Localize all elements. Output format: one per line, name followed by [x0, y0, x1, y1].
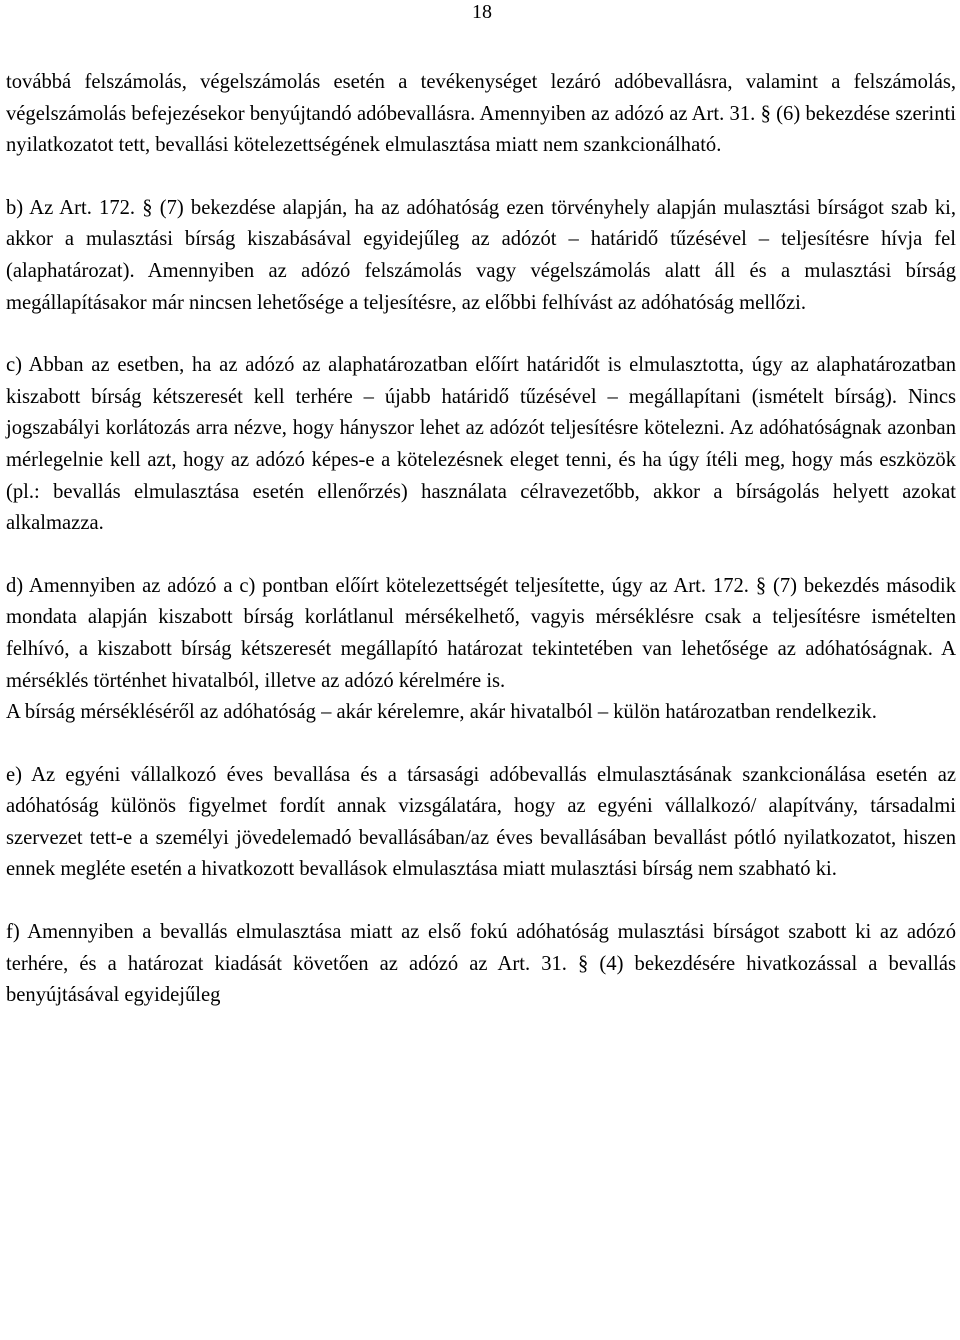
paragraph-d-followup: A bírság mérsékléséről az adóhatóság – akár kérelemre, akár hivatalból – külön határozatban rendelkezik.: [6, 701, 877, 724]
page-body: [6, 67, 956, 1012]
page-number: 18: [472, 1, 492, 23]
paragraph-e: e) Az egyéni vállalkozó éves bevallása és a társasági adóbevallás elmulasztásának szankcionálása esetén az adóhatóság különös figyelmet fordít annak vizsgálatára, hogy az egyéni vállalkozó/ alapítvány, társadalmi szervezet tett-e a személyi jövedelemadó bevallásában/az éves bevallásában bevallást pótló nyilatkozatot, hiszen ennek megléte esetén a hivatkozott bevallások elmulasztása miatt mulasztási bírság nem szabható ki.: [6, 763, 956, 881]
paragraph-f: f) Amennyiben a bevallás elmulasztása miatt az első fokú adóhatóság mulasztási bírságot szabott ki az adózó terhére, és a határozat kiadását követően az adózó az Art. 31. § (4) bekezdésére hivatkozással a bevallás benyújtásával egyidejűleg: [6, 921, 956, 1007]
paragraph-b: b) Az Art. 172. § (7) bekezdése alapján, ha az adóhatóság ezen törvényhely alapján mulasztási bírságot szab ki, akkor a mulasztási bírság kiszabásával egyidejűleg az adózót – határidő tűzésével – teljesítésre hívja fel (alaphatározat). Amennyiben az adózó felszámolás vagy végelszámolás alatt áll és a mulasztási bírság megállapításakor már nincsen lehetősége a teljesítésre, az előbbi felhívást az adóhatóság mellőzi.: [6, 196, 956, 314]
paragraph-d: d) Amennyiben az adózó a c) pontban előírt kötelezettségét teljesítette, úgy az Art. 172. § (7) bekezdés második mondata alapján kiszabott bírság korlátlanul mérsékelhető, vagyis mérséklésre csak a teljesítésre ismételten felhívó, a kiszabott bírság kétszeresét megállapító határozat tekintetében van lehetősége az adóhatóságnak. A mérséklés történhet hivatalból, illetve az adózó kérelmére is.: [6, 574, 956, 692]
paragraph-continuation: továbbá felszámolás, végelszámolás esetén a tevékenységet lezáró adóbevallásra, valamint a felszámolás, végelszámolás befejezésekor benyújtandó adóbevallásra. Amennyiben az adózó az Art. 31. § (6) bekezdése szerinti nyilatkozatot tett, bevallási kötelezettségének elmulasztása miatt nem szankcionálható.: [6, 71, 956, 157]
paragraph-c: c) Abban az esetben, ha az adózó az alaphatározatban előírt határidőt is elmulasztotta, úgy az alaphatározatban kiszabott bírság kétszeresét kell terhére – újabb határidő tűzésével – megállapítani (ismételt bírság). Nincs jogszabályi korlátozás arra nézve, hogy hányszor lehet az adózót teljesítésre kötelezni. Az adóhatóságnak azonban mérlegelnie kell azt, hogy az adózó képes-e a kötelezésnek eleget tenni, és ha úgy ítéli meg, hogy más eszközök (pl.: bevallás elmulasztása esetén ellenőrzés) használata célravezetőbb, akkor a bírságolás helyett azokat alkalmazza.: [6, 354, 956, 535]
